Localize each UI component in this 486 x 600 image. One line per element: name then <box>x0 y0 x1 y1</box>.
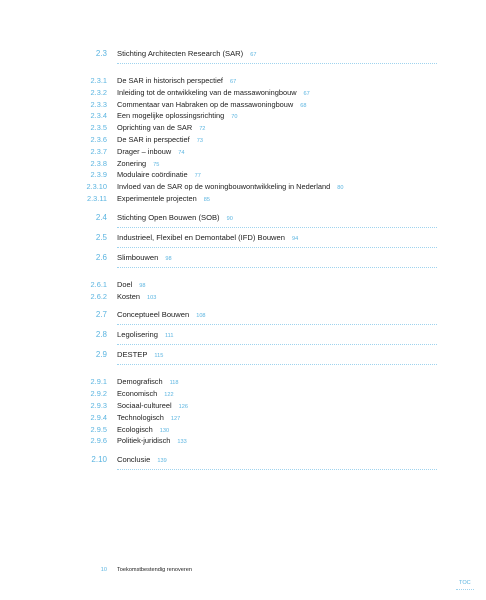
toc-entry-title[interactable] <box>117 252 172 265</box>
toc-entry-page: 122 <box>164 392 174 399</box>
toc-link-underline <box>456 589 474 590</box>
toc-entry-page: 118 <box>169 380 179 387</box>
toc-subsection-entry[interactable] <box>0 424 486 436</box>
toc-group-gap <box>0 272 486 279</box>
toc-entry-title-text: Doel <box>117 279 133 289</box>
toc-group-gap <box>0 302 486 309</box>
toc-entry-number: 2.3.3 <box>90 99 107 109</box>
toc-entry-title-text: Slimbouwen <box>117 252 159 262</box>
toc-entry-title[interactable] <box>117 454 167 467</box>
toc-entry-title[interactable] <box>117 291 156 304</box>
toc-entry-title-text: Legolisering <box>117 330 158 340</box>
toc-entry-number: 2.9.5 <box>90 424 107 434</box>
toc-entry-title-text: Technologisch <box>117 412 164 422</box>
toc-entry-number: 2.4 <box>95 212 107 222</box>
toc-link[interactable]: TOC <box>459 580 471 586</box>
toc-entry-title[interactable] <box>117 193 210 206</box>
toc-subsection-entry[interactable] <box>0 181 486 193</box>
toc-section-entry[interactable] <box>0 212 486 232</box>
toc-entry-page: 72 <box>199 126 206 133</box>
toc-entry-number: 2.9.6 <box>90 436 107 446</box>
toc-entry-page: 108 <box>196 313 206 320</box>
toc-entry-page: 67 <box>229 79 237 85</box>
toc-entry-title-text: Inleiding tot de ontwikkeling van de massawoningbouw <box>117 87 297 97</box>
toc-entry-title[interactable] <box>117 329 173 342</box>
toc-entry-number: 2.9.4 <box>90 412 107 422</box>
toc-subsection-entry[interactable] <box>0 388 486 400</box>
toc-entry-title-text: Oprichting van de SAR <box>117 123 193 133</box>
toc-entry-number: 2.9.2 <box>90 389 107 399</box>
toc-entry-number: 2.3.11 <box>87 193 107 203</box>
toc-divider <box>117 63 437 64</box>
toc-subsection-entry[interactable] <box>0 110 486 122</box>
toc-entry-number: 2.3.5 <box>90 123 107 133</box>
toc-entry-page: 74 <box>178 149 185 156</box>
toc-entry-number: 2.8 <box>95 330 107 340</box>
toc-subsection-entry[interactable] <box>0 193 486 205</box>
toc-entry-title-text: Ecologisch <box>117 424 153 434</box>
toc-entry-title-text: Invloed van de SAR op de woningbouwontwikkeling in Nederland <box>117 182 331 192</box>
toc-entry-page: 67 <box>303 90 310 97</box>
toc-entry-title-text: Modulaire coördinatie <box>117 170 188 180</box>
toc-subsection-entry[interactable] <box>0 99 486 111</box>
toc-entry-number: 2.3.10 <box>86 182 107 192</box>
toc-subsection-entry[interactable] <box>0 146 486 158</box>
toc-entry-page: 70 <box>231 114 238 121</box>
toc-entry-number: 2.3.9 <box>90 170 107 180</box>
toc-subsection-entry[interactable] <box>0 169 486 181</box>
toc-subsection-entry[interactable] <box>0 158 486 170</box>
toc-entry-page: 77 <box>194 173 201 180</box>
toc-entry-number: 2.3.2 <box>90 87 107 97</box>
toc-entry-number: 2.9.3 <box>90 400 107 410</box>
toc-entry-title-text: Industrieel, Flexibel en Demontabel (IFD) Bouwen <box>117 232 285 242</box>
toc-entry-title-text: Commentaar van Habraken op de massawoningbouw <box>117 99 294 109</box>
toc-entry-title-text: Stichting Architecten Research (SAR) <box>117 49 244 58</box>
toc-entry-number: 2.6.1 <box>90 279 107 289</box>
toc-entry-number: 2.3.7 <box>90 146 107 156</box>
footer-book-title: Toekomstbestendig renoveren <box>117 567 192 573</box>
toc-section-entry[interactable] <box>0 232 486 252</box>
toc-entry-title-text: Experimentele projecten <box>117 193 197 203</box>
toc-section-entry[interactable] <box>0 329 486 349</box>
toc-entry-title-text: Sociaal-cultureel <box>117 400 172 410</box>
toc-entry-number: 2.6.2 <box>90 291 107 301</box>
toc-divider <box>117 247 437 248</box>
toc-entry-page: 80 <box>337 185 344 192</box>
toc-entry-page: 126 <box>178 403 188 410</box>
toc-entry-page: 130 <box>159 427 170 434</box>
toc-entry-page: 127 <box>170 415 181 422</box>
toc-entry-page: 73 <box>196 137 203 144</box>
toc-divider <box>117 267 437 268</box>
toc-entry-number: 2.7 <box>95 310 107 320</box>
toc-group-gap <box>0 68 486 75</box>
toc-entry-title[interactable] <box>117 232 298 245</box>
toc-entry-page: 68 <box>300 102 307 109</box>
toc-entry-title[interactable] <box>117 349 163 362</box>
toc-entry-title-text: Conceptueel Bouwen <box>117 310 190 320</box>
toc-entry-page: 75 <box>153 161 160 168</box>
toc-entry-number: 2.10 <box>91 455 107 465</box>
toc-subsection-entry[interactable] <box>0 412 486 424</box>
toc-entry-page: 85 <box>203 196 210 203</box>
toc-divider <box>117 227 437 228</box>
toc-entry-page: 98 <box>139 282 146 289</box>
toc-entry-number: 2.9.1 <box>90 377 107 387</box>
toc-entry-title-text: Economisch <box>117 389 158 399</box>
toc-entry-number: 2.3 <box>95 49 107 58</box>
toc-entry-title-text: Kosten <box>117 291 141 301</box>
toc-entry-page: 133 <box>177 439 187 446</box>
toc-entry-number: 2.5 <box>95 232 107 242</box>
toc-entry-page: 94 <box>292 235 299 242</box>
toc-divider <box>117 324 437 325</box>
toc-entry-number: 2.6 <box>95 252 107 262</box>
toc-entry-page: 111 <box>164 333 174 340</box>
toc-entry-title[interactable] <box>117 212 233 225</box>
toc-entry-page: 90 <box>226 215 233 222</box>
toc-subsection-entry[interactable] <box>0 291 486 303</box>
toc-entry-title-text: Politiek-juridisch <box>117 436 171 446</box>
toc-subsection-entry[interactable] <box>0 122 486 134</box>
toc-section-entry[interactable] <box>0 454 486 474</box>
toc-entry-title-text: Een mogelijke oplossingsrichting <box>117 111 225 121</box>
toc-divider <box>117 469 437 470</box>
toc-entry-number: 2.3.8 <box>90 158 107 168</box>
toc-group-gap <box>0 447 486 454</box>
toc-entry-page: 139 <box>157 458 167 465</box>
toc-entry-title[interactable] <box>117 309 206 322</box>
toc-subsection-entry[interactable] <box>0 279 486 291</box>
toc-subsection-entry[interactable] <box>0 134 486 146</box>
toc-entry-title-text: Zonering <box>117 158 147 168</box>
footer-page-number: 10 <box>100 567 107 573</box>
table-of-contents <box>0 48 486 474</box>
toc-entry-page: 67 <box>250 52 257 58</box>
toc-group-gap <box>0 205 486 212</box>
toc-entry-title-text: De SAR in historisch perspectief <box>117 76 223 85</box>
toc-entry-title-text: Demografisch <box>117 377 163 387</box>
toc-entry-title[interactable] <box>117 48 256 61</box>
toc-entry-page: 98 <box>165 255 172 262</box>
toc-section-entry[interactable] <box>0 349 486 369</box>
toc-subsection-entry[interactable] <box>0 75 486 87</box>
toc-entry-number: 2.3.1 <box>90 76 107 85</box>
toc-subsection-entry[interactable] <box>0 400 486 412</box>
toc-entry-number: 2.9 <box>95 350 107 360</box>
toc-entry-title-text: Conclusie <box>117 455 151 465</box>
toc-divider <box>117 344 437 345</box>
toc-subsection-entry[interactable] <box>0 87 486 99</box>
toc-divider <box>117 364 437 365</box>
toc-section-entry[interactable] <box>0 48 486 68</box>
toc-entry-number: 2.3.4 <box>90 111 107 121</box>
toc-subsection-entry[interactable] <box>0 435 486 447</box>
toc-entry-title-text: Drager – inbouw <box>117 146 172 156</box>
toc-section-entry[interactable] <box>0 309 486 329</box>
toc-entry-number: 2.3.6 <box>90 134 107 144</box>
toc-section-entry[interactable] <box>0 252 486 272</box>
toc-entry-page: 103 <box>147 294 157 301</box>
toc-entry-title[interactable] <box>117 435 187 448</box>
toc-entry-title-text: DESTEP <box>117 350 148 360</box>
toc-group-gap <box>0 369 486 376</box>
toc-subsection-entry[interactable] <box>0 376 486 388</box>
toc-entry-title-text: De SAR in perspectief <box>117 134 190 144</box>
toc-entry-page: 115 <box>154 353 164 360</box>
toc-entry-title-text: Stichting Open Bouwen (SOB) <box>117 212 220 222</box>
